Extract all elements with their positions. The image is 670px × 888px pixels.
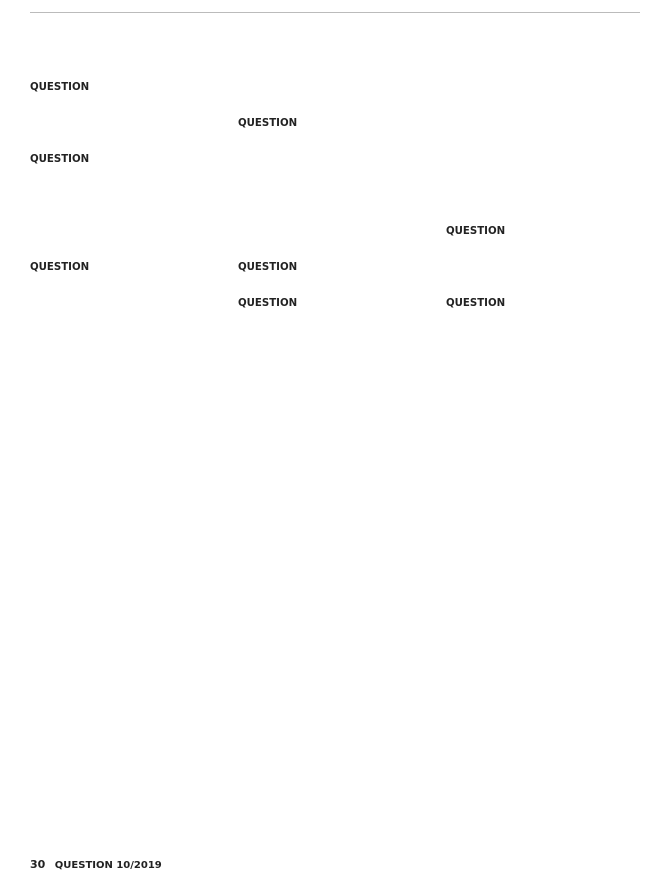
- column-2: [238, 78, 432, 848]
- interview-paragraph: [446, 114, 640, 134]
- interview-paragraph: [30, 150, 224, 170]
- interview-paragraph: [30, 78, 224, 98]
- interview-paragraph: [30, 294, 224, 314]
- article-columns: [30, 78, 640, 848]
- speaker-label: QUESTION: [238, 262, 298, 273]
- interview-paragraph: [446, 330, 640, 350]
- speaker-label: QUESTION: [446, 226, 506, 237]
- interview-paragraph: [446, 150, 640, 170]
- interview-paragraph: [238, 114, 432, 134]
- page-footer: [30, 858, 162, 871]
- top-rule: [30, 12, 640, 13]
- interview-paragraph: [446, 294, 640, 314]
- interview-paragraph: [238, 186, 432, 206]
- interview-paragraph: [30, 186, 224, 206]
- interview-paragraph: [30, 114, 224, 134]
- speaker-label: QUESTION: [30, 82, 90, 93]
- column-1: [30, 78, 224, 848]
- interview-paragraph: [30, 258, 224, 278]
- interview-paragraph: [238, 294, 432, 314]
- speaker-label: QUESTION: [238, 118, 298, 129]
- issue-label: QUESTION 10/2019: [54, 860, 162, 871]
- speaker-label: QUESTION: [30, 262, 90, 273]
- interview-paragraph: [30, 222, 224, 242]
- interview-paragraph: [446, 258, 640, 278]
- column-3: [446, 78, 640, 848]
- speaker-label: QUESTION: [446, 298, 506, 309]
- interview-paragraph: [238, 78, 432, 98]
- interview-paragraph: [238, 222, 432, 242]
- interview-paragraph: [238, 258, 432, 278]
- interview-paragraph: [238, 330, 432, 350]
- interview-paragraph: [446, 186, 640, 206]
- interview-paragraph: [238, 150, 432, 170]
- speaker-label: QUESTION: [30, 154, 90, 165]
- interview-paragraph: [446, 222, 640, 242]
- interview-paragraph: [446, 78, 640, 98]
- page-number: 30: [30, 858, 46, 871]
- speaker-label: QUESTION: [238, 298, 298, 309]
